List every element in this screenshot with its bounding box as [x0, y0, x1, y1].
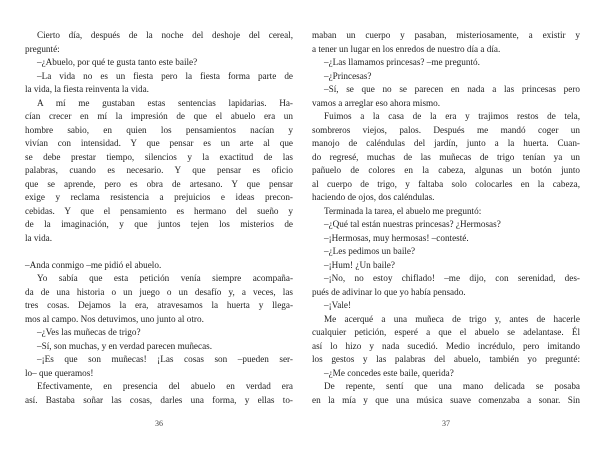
left-line-12: que se aprende, pero es obra de artesano. Y que pensar: [25, 178, 293, 189]
left-line-22: mos al campo. Nos detuvimos, uno junto al otro.: [25, 313, 204, 324]
left-line-14: cebidas. Y que el pensamiento es hermano del sueño y: [25, 205, 293, 216]
left-line-3: –¿Abuelo, por qué te gusta tanto este baile?: [37, 57, 198, 67]
left-line-28: así. Bastaba soñar las cosas, darles una forma, y ellas to-: [25, 394, 293, 405]
right-line-16: –¡Hermosas, muy hermosas! –contesté.: [324, 232, 469, 243]
right-line-8: sombreros viejos, palos. Después me mandó coger un: [312, 124, 580, 135]
right-page-number: 37: [442, 419, 450, 428]
right-line-22: Me acerqué a una muñeca de trigo y, antes de hacerle: [324, 313, 580, 324]
left-line-2: pregunté:: [25, 43, 60, 54]
left-line-23: –¿Ves las muñecas de trigo?: [37, 327, 141, 337]
section-break: [25, 245, 293, 259]
right-line-25: los gestos y las palabras del abuelo, también yo pregunté:: [312, 354, 580, 364]
left-page: [25, 0, 295, 450]
left-line-1: Cierto día, después de la noche del deshoje del cereal,: [37, 30, 293, 40]
right-line-12: al cuerpo de trigo, y faltaba solo colocarles en la cabeza,: [312, 178, 580, 189]
left-line-8: hombre sabio, en quien los pensamientos nacían y: [25, 124, 293, 135]
left-line-19: Yo sabía que esta petición venía siempre acompaña-: [37, 273, 293, 283]
right-line-2: a tener un lugar en los enredos de nuestro día a día.: [312, 43, 501, 54]
left-line-6: A mí me gustaban estas sentencias lapidarias. Ha-: [37, 97, 293, 108]
left-line-7: cían crecer en mí la impresión de que el abuelo era un: [25, 111, 293, 121]
right-page: [312, 0, 582, 450]
left-line-20: da de una historia o un juego o un desafío y, a veces, las: [25, 286, 293, 297]
right-line-1: maban un cuerpo y pasaban, misteriosamente, a existir y: [312, 30, 580, 40]
left-line-4: –La vida no es un fiesta pero la fiesta forma parte de: [37, 70, 293, 81]
right-line-13: haciendo de ojos, dos caléndulas.: [312, 192, 435, 202]
left-line-11: palabras, cuando es necesario. Y que pensar es oficio: [25, 165, 293, 175]
right-line-14: Terminada la tarea, el abuelo me preguntó:: [324, 205, 482, 216]
right-line-26: –¿Me concedes este baile, querida?: [324, 367, 454, 378]
left-line-5: la vida, la fiesta reinventa la vida.: [25, 84, 149, 94]
left-line-26: lo– que queramos!: [25, 367, 94, 378]
left-page-text: [25, 29, 293, 407]
right-line-3: –¿Las llamamos princesas? –me preguntó.: [324, 57, 480, 67]
left-line-18: –Anda conmigo –me pidió el abuelo.: [25, 259, 162, 270]
left-line-13: exige y reclama resistencia a prejuicios e ideas precon-: [25, 192, 293, 202]
right-page-text: [312, 29, 580, 407]
right-line-17: –¿Les pedimos un baile?: [324, 246, 416, 256]
right-line-9: manojo de caléndulas del jardín, junto a la huerta. Cuan-: [312, 138, 580, 148]
right-line-15: –¿Qué tal están nuestras princesas? ¿Hermosas?: [324, 219, 501, 229]
right-line-18: –¡Hum! ¿Un baile?: [324, 259, 395, 270]
right-line-28: en la mía y que una música suave comenzaba a sonar. Sin: [312, 394, 580, 405]
left-line-16: la vida.: [25, 232, 53, 243]
left-line-27: Efectivamente, en presencia del abuelo en verdad era: [37, 381, 293, 391]
left-page-number: 36: [155, 419, 163, 428]
right-line-21: –¡Vale!: [324, 300, 352, 310]
left-line-25: –¡Es que son muñecas! ¡Las cosas son –pueden ser-: [37, 354, 293, 364]
right-line-11: pañuelo de colores en la cabeza, algunas un botón junto: [312, 165, 580, 175]
right-line-24: así lo hizo y nada sucedió. Medio incrédulo, pero imitando: [312, 340, 580, 351]
right-line-20: pués de adivinar lo que yo había pensado.: [312, 286, 466, 297]
left-line-9: vivían con intensidad. Y que pensar es un arte al que: [25, 138, 293, 148]
right-line-6: vamos a arreglar eso ahora mismo.: [312, 97, 441, 108]
right-line-7: Fuimos a la casa de la era y trajimos restos de tela,: [324, 111, 580, 121]
right-line-5: –Sí, se que no se parecen en nada a las princesas pero: [324, 84, 580, 94]
left-line-24: –Sí, son muchas, y en verdad parecen muñecas.: [37, 340, 213, 351]
right-line-19: –¡No, no estoy chiflado! –me dijo, con serenidad, des-: [324, 273, 580, 283]
left-line-10: se debe prestar tiempo, silencios y la exactitud de las: [25, 151, 293, 162]
right-line-23: cualquier petición, esperé a que el abuelo se adelantase. Él: [312, 327, 580, 337]
right-line-4: –¿Princesas?: [324, 70, 372, 81]
left-line-21: tres cosas. Dejamos la era, atravesamos la huerta y llega-: [25, 300, 293, 310]
left-line-15: de la imaginación, y que juntos tejen los misterios de: [25, 219, 293, 229]
right-line-27: De repente, sentí que una mano delicada se posaba: [324, 381, 580, 391]
right-line-10: do regresé, muchas de las muñecas de trigo tenían ya un: [312, 151, 580, 162]
